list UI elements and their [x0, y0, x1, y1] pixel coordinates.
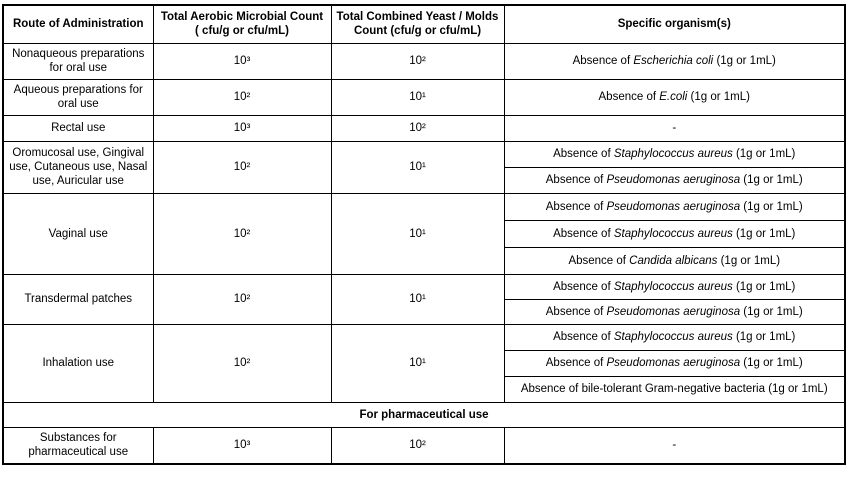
organism-text-prefix: Absence of: [568, 254, 630, 267]
cell-tymc: 10¹: [331, 324, 504, 402]
section-row: [3, 402, 845, 427]
header-tamc-line2: ( cfu/g or cfu/mL): [195, 25, 289, 38]
table-row: [3, 427, 845, 464]
cell-tamc: 10²: [153, 274, 331, 324]
header-tymc-line2: Count (cfu/g or cfu/mL): [353, 25, 482, 38]
organism-text-prefix: Absence of: [545, 174, 607, 186]
cell-organism: [504, 43, 845, 79]
organism-text-suffix: (1g or 1mL): [732, 331, 796, 343]
cell-route: Inhalation use: [3, 324, 153, 402]
header-route: [3, 5, 153, 43]
organism-text-prefix: Absence of: [553, 280, 614, 293]
organism-text-suffix: (1g or 1mL): [713, 55, 776, 67]
organism-text-suffix: (1g or 1mL): [740, 305, 803, 318]
cell-organism: [504, 115, 845, 141]
organism-text-suffix: (1g or 1mL): [717, 254, 781, 267]
organism-name: Staphylococcus aureus: [613, 148, 733, 160]
cell-tymc: 10²: [331, 43, 504, 79]
table-row: [3, 115, 845, 141]
header-tymc-line1: Total Combined Yeast / Molds: [336, 11, 499, 24]
section-label: For pharmaceutical use: [3, 402, 845, 427]
cell-route: Transdermal patches: [3, 274, 153, 324]
cell-organism: [504, 167, 845, 193]
cell-tymc: 10¹: [331, 193, 504, 274]
organism-text-suffix: (1g or 1mL): [687, 91, 750, 103]
cell-tymc: 10²: [331, 115, 504, 141]
organism-name: Candida albicans: [629, 254, 718, 267]
organism-text-prefix: Absence of: [572, 55, 634, 67]
organism-text-suffix: (1g or 1mL): [732, 280, 796, 293]
cell-route: Substances for pharmaceutical use: [3, 427, 153, 464]
cell-organism: [504, 274, 845, 299]
cell-organism: [504, 247, 845, 274]
organism-name: Pseudomonas aeruginosa: [606, 174, 741, 186]
cell-organism: [504, 376, 845, 402]
organism-name: Staphylococcus aureus: [613, 331, 733, 343]
header-specific-organisms: [504, 5, 845, 43]
header-row: [3, 5, 845, 43]
organism-text-suffix: (1g or 1mL): [740, 357, 803, 369]
cell-organism: [504, 324, 845, 350]
cell-tamc: 10²: [153, 324, 331, 402]
organism-text-prefix: Absence of: [545, 357, 607, 369]
organism-text-prefix: Absence of: [598, 91, 660, 103]
cell-tymc: 10²: [331, 427, 504, 464]
organism-name: Staphylococcus aureus: [613, 280, 733, 293]
cell-organism: [504, 350, 845, 376]
cell-tymc: 10¹: [331, 141, 504, 193]
organism-text-prefix: Absence of: [545, 305, 607, 318]
table-row: [3, 43, 845, 79]
organism-name: Pseudomonas aeruginosa: [606, 357, 741, 369]
cell-tymc: 10¹: [331, 79, 504, 115]
organism-name: Staphylococcus aureus: [613, 227, 733, 240]
cell-tamc: 10³: [153, 43, 331, 79]
cell-tamc: 10²: [153, 141, 331, 193]
organism-text-suffix: (1g or 1mL): [732, 227, 796, 240]
organism-text-prefix: Absence of: [545, 200, 607, 213]
table-row: [3, 79, 845, 115]
cell-tamc: 10³: [153, 115, 331, 141]
cell-route: Rectal use: [3, 115, 153, 141]
organism-text-suffix: (1g or 1mL): [740, 200, 803, 213]
table-row: [3, 141, 845, 167]
cell-organism: [504, 193, 845, 220]
header-route-label: Route of Administration: [12, 18, 144, 31]
header-specific-organisms-label: Specific organism(s): [617, 18, 731, 31]
organism-name: Escherichia coli: [633, 55, 714, 67]
cell-tamc: 10²: [153, 79, 331, 115]
cell-tamc: 10³: [153, 427, 331, 464]
organism-text-prefix: Absence of: [553, 331, 614, 343]
organism-name: Pseudomonas aeruginosa: [606, 200, 741, 213]
table-row: [3, 274, 845, 299]
cell-route: Vaginal use: [3, 193, 153, 274]
organism-text-suffix: (1g or 1mL): [740, 174, 803, 186]
header-tymc: [331, 5, 504, 43]
microbial-limits-table: [2, 4, 846, 465]
organism-text-suffix: (1g or 1mL): [732, 148, 796, 160]
header-tamc-line1: Total Aerobic Microbial Count: [160, 11, 324, 24]
organism-name: Pseudomonas aeruginosa: [606, 305, 741, 318]
header-tamc: [153, 5, 331, 43]
cell-route: Aqueous preparations for oral use: [3, 79, 153, 115]
cell-organism: [504, 79, 845, 115]
cell-organism: [504, 141, 845, 167]
cell-organism: [504, 427, 845, 464]
organism-text-prefix: Absence of bile-tolerant Gram-negative bacteria (1g or 1mL): [520, 383, 828, 395]
organism-text-prefix: Absence of: [553, 227, 614, 240]
cell-organism: [504, 299, 845, 324]
cell-organism: [504, 220, 845, 247]
cell-route: Oromucosal use, Gingival use, Cutaneous use, Nasal use, Auricular use: [3, 141, 153, 193]
organism-text-prefix: Absence of: [553, 148, 614, 160]
organism-text-prefix: -: [672, 439, 677, 452]
cell-route: Nonaqueous preparations for oral use: [3, 43, 153, 79]
organism-name: E.coli: [659, 91, 688, 103]
organism-text-prefix: -: [672, 122, 677, 134]
cell-tymc: 10¹: [331, 274, 504, 324]
table-row: [3, 324, 845, 350]
table-row: [3, 193, 845, 220]
cell-tamc: 10²: [153, 193, 331, 274]
